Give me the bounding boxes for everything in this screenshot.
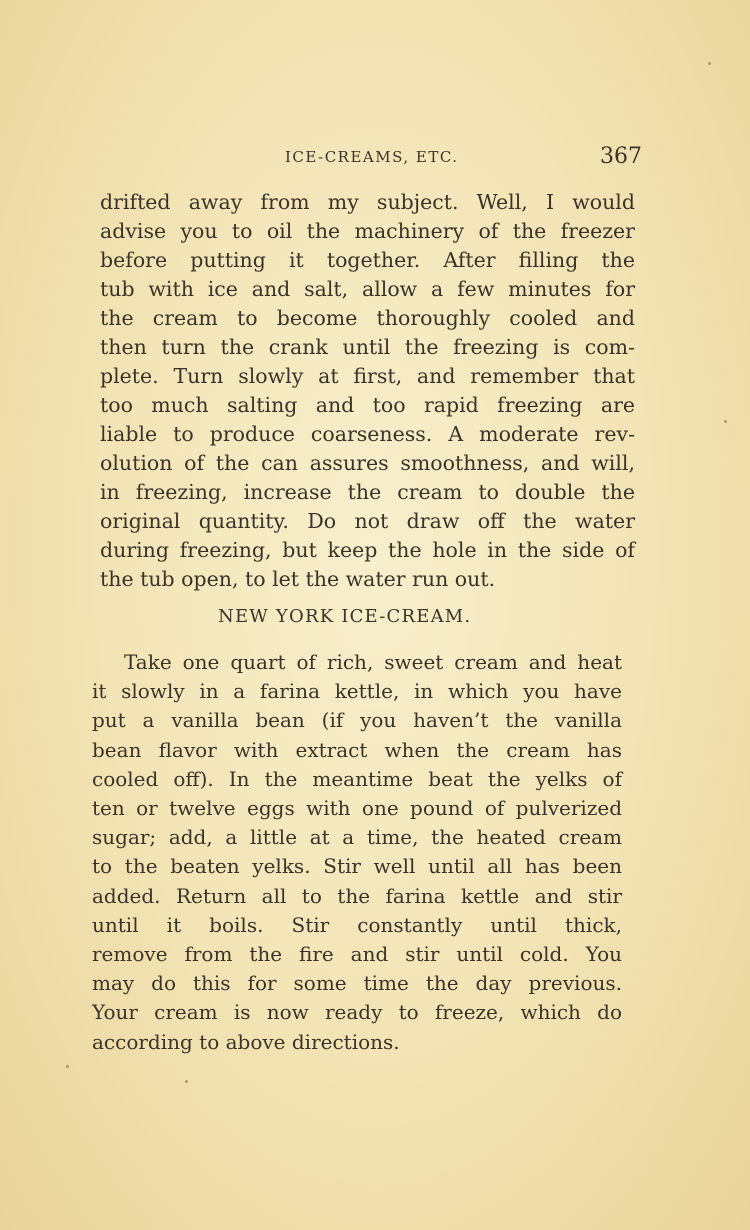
text-line: tub with ice and salt, allow a few minutes for — [100, 277, 635, 301]
text-line: Take one quart of rich, sweet cream and heat — [124, 650, 622, 674]
text-line: remove from the fire and stir until cold. You — [92, 942, 622, 967]
text-line: until it boils. Stir constantly until thick, — [92, 912, 622, 937]
text-line: before putting it together. After filling the — [100, 248, 635, 272]
text-line: too much salting and too rapid freezing are — [100, 393, 635, 417]
text-line: plete. Turn slowly at first, and remember that — [100, 364, 635, 388]
text-line: ten or twelve eggs with one pound of pulverized — [92, 796, 622, 821]
paper-speck — [66, 1065, 69, 1068]
text-line: may do this for some time the day previous. — [92, 971, 622, 996]
text-line: to the beaten yelks. Stir well until all has been — [92, 854, 622, 879]
paragraph-2 — [92, 648, 622, 1057]
paper-speck — [708, 62, 711, 65]
section-heading: NEW YORK ICE-CREAM. — [218, 606, 472, 627]
paragraph-1 — [100, 188, 635, 594]
text-line: put a vanilla bean (if you haven’t the vanilla — [92, 708, 622, 733]
text-line: the cream to become thoroughly cooled and — [100, 306, 635, 330]
paper-speck — [724, 420, 727, 423]
text-line: sugar; add, a little at a time, the heated cream — [92, 825, 622, 850]
text-line: according to above directions. — [92, 1029, 400, 1054]
text-line: during freezing, but keep the hole in the side of — [100, 538, 635, 562]
text-line: Your cream is now ready to freeze, which do — [92, 1000, 622, 1025]
text-line: it slowly in a farina kettle, in which you have — [92, 679, 622, 704]
text-line: then turn the crank until the freezing is com- — [100, 335, 635, 359]
text-line: cooled off). In the meantime beat the yelks of — [92, 766, 622, 791]
text-line: in freezing, increase the cream to double the — [100, 480, 635, 504]
paper-speck — [185, 1080, 188, 1083]
text-line: liable to produce coarseness. A moderate rev- — [100, 422, 635, 446]
text-line: drifted away from my subject. Well, I would — [100, 190, 635, 214]
text-line: added. Return all to the farina kettle and stir — [92, 883, 622, 908]
text-line: the tub open, to let the water run out. — [100, 567, 496, 591]
text-line: advise you to oil the machinery of the freezer — [100, 219, 635, 243]
running-head: ICE-CREAMS, ETC. — [285, 148, 459, 166]
page-number: 367 — [600, 144, 642, 169]
text-line: bean flavor with extract when the cream has — [92, 737, 622, 762]
text-line: original quantity. Do not draw off the water — [100, 509, 635, 533]
text-line: olution of the can assures smoothness, and will, — [100, 451, 635, 475]
